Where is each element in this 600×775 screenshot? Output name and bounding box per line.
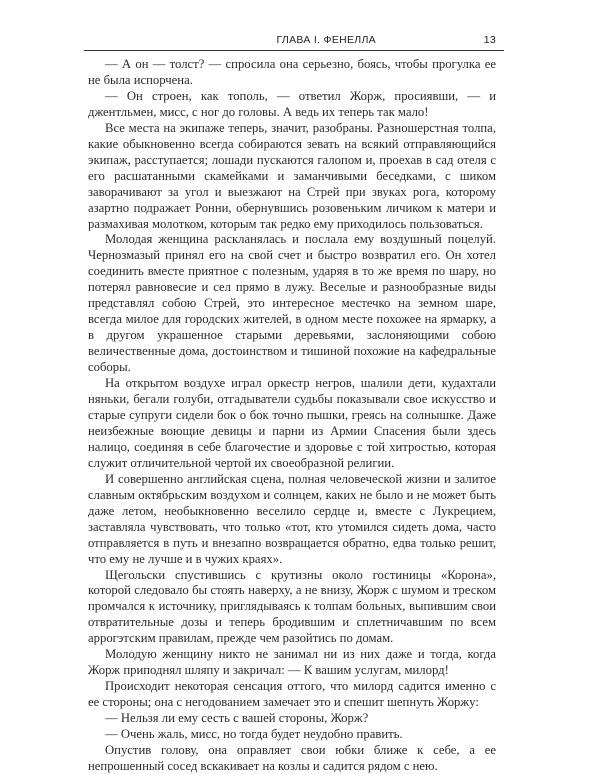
paragraph: Происходит некоторая сенсация оттого, что милорд садится именно с ее стороны; она с негодованием замечает это и спешит шепнуть Жоржу: <box>88 679 496 710</box>
header-rule <box>84 50 504 51</box>
paragraph: — Нельзя ли ему сесть с вашей стороны, Жорж? <box>105 711 369 726</box>
paragraph: Молодая женщина раскланялась и послала ему воздушный поцелуй. Чернозмазый принял его на свой счет и быстро возвратил его. Он хотел соединить вместе приятное с полезным, ударяя в то же время по шару, но потерял равновесие и сел прямо в лужу. Веселые и разнообразные виды представлял собою Стрей, это интересное местечко на земном шаре, всегда милое для городских жителей, в одном месте похожее на ярмарку, а в другом украшенное старыми деревьями, заслоняющими собою величественные дома, достоинством и тишиной похожие на кафедральные соборы. <box>88 232 496 375</box>
paragraph: — Очень жаль, мисс, но тогда будет неудобно править. <box>105 727 403 742</box>
paragraph: Все места на экипаже теперь, значит, разобраны. Разношерстная толпа, какие обыкновенно всегда собираются зевать на всякий отправляющийся экипаж, расступается; лошади пускаются галопом и, проехав в сад отеля с его расшатанными скамейками и заманчивыми беседками, с шиком заворачивают за угол и выезжают на Стрей при звуках рога, которому азартно подражает Ронни, обернувшись розовеньким личиком к матери и размахивая молотком, которым так редко ему приходилось пользоваться. <box>88 120 496 231</box>
body-text <box>88 57 496 775</box>
paragraph: На открытом воздухе играл оркестр негров, шалили дети, кудахтали няньки, бегали голуби, отгадыватели судьбы показывали свое искусство и старые супруги сидели бок о бок точно пышки, греясь на солнышке. Даже неизбежные воющие девицы и парни из Армии Спасения были здесь налицо, соединяя в себе благочестие и здоровье с той хитростью, которая служит отличительной чертой их своеобразной религии. <box>88 376 496 470</box>
paragraph: Опустив голову, она оправляет свои юбки ближе к себе, а ее непрошенный сосед вскакивает на козлы и садится рядом с нею. <box>88 742 496 773</box>
paragraph: И совершенно английская сцена, полная человеческой жизни и залитое славным октябрьским воздухом и солнцем, каких не было и не может быть даже летом, необыкновенно веселило сердце и, вместе с Лукрецием, заставляла чувствовать, что только «тот, кто утомился сидеть дома, часто отправляется в путь и внезапно возвращается обратно, едва только решит, что ему не лучше и в чужих краях». <box>88 471 496 566</box>
paragraph: — Он строен, как тополь, — ответил Жорж, просиявши, — и джентльмен, мисс, с ног до головы. А ведь их теперь так мало! <box>88 88 496 119</box>
chapter-title: ГЛАВА I. ФЕНЕЛЛА <box>276 34 376 46</box>
paragraph: Щегольски спустившись с крутизны около гостиницы «Корона», которой следовало бы стоять наверху, а не внизу, Жорж с шумом и треском промчался к источнику, приглядываясь к толпам больных, выпившим свои отвратительные дозы и теперь бродившим и сплетничавшим по всем аррогэтским правилам, прежде чем разойтись по домам. <box>88 567 496 646</box>
paragraph: — А он — толст? — спросила она серьезно, боясь, чтобы прогулка ее не была испорчена. <box>88 57 496 87</box>
running-header <box>84 34 504 48</box>
paragraph: Молодую женщину никто не занимал ни из них даже и тогда, когда Жорж приподнял шляпу и закричал: — К вашим услугам, милорд! <box>88 647 496 678</box>
page-number: 13 <box>483 34 496 46</box>
